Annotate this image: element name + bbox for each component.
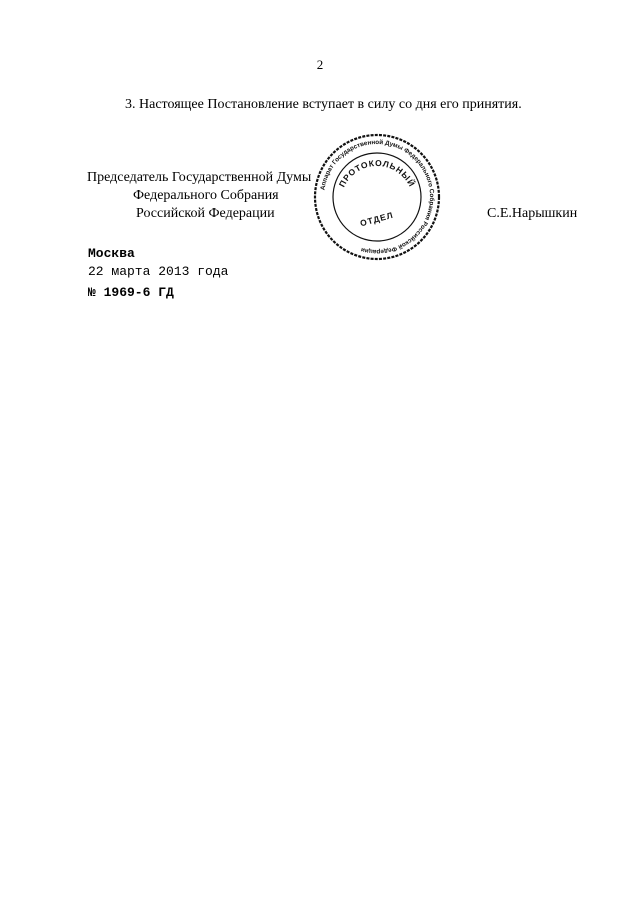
official-stamp: [312, 132, 442, 262]
signatory-position-line-1: Председатель Государственной Думы: [87, 170, 312, 185]
signatory-position-line-3: Российской Федерации: [136, 206, 275, 221]
stamp-inner-top-textpath: ПРОТОКОЛЬНЫЙ: [336, 157, 418, 189]
document-date: 22 марта 2013 года: [88, 264, 229, 279]
resolution-paragraph: 3. Настоящее Постановление вступает в силу со дня его принятия.: [125, 97, 522, 112]
stamp-inner-bottom-text: ОТДЕЛ: [358, 209, 395, 229]
stamp-outer-text: [319, 138, 436, 255]
stamp-outer-textpath: Аппарат Государственной Думы Федерального Собрания Российской Федерации: [319, 138, 436, 256]
signatory-position-line-2: Федерального Собрания: [133, 188, 279, 203]
document-city: Москва: [88, 246, 135, 261]
document-number: № 1969-6 ГД: [88, 285, 174, 300]
stamp-outer-ring: [315, 135, 439, 259]
signatory-name: С.Е.Нарышкин: [487, 206, 578, 221]
page-number: 2: [316, 57, 324, 72]
